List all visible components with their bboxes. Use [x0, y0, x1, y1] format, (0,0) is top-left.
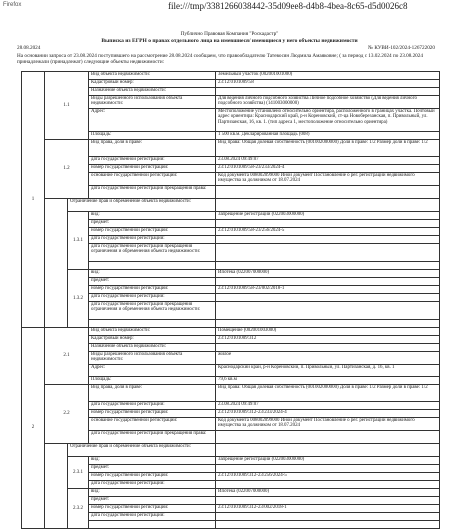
address-bar[interactable]: file:///tmp/3381266038442-35d09ee8-d4b8-4bea-8c65-d5d0026c8 [168, 1, 408, 11]
row-label: номер государственной регистрации: [89, 286, 216, 294]
row-value: 23:12:0101009:312-23/233/2024-4 [216, 410, 440, 418]
row-value: 23.08.2024 09:49:07 [216, 402, 440, 410]
table-row [22, 328, 440, 336]
row-value: Код документа 008002099000 Иной документ Постановление о рег. регистрации недвижимого имущества за должником от 18.07.2024 [216, 418, 440, 431]
row-label: дата государственной регистрации прекращения права: [89, 431, 216, 444]
row-spacer [89, 320, 216, 328]
row-value: Земельный участок (002001001000) [216, 72, 440, 80]
row-value [216, 278, 440, 286]
row-label: Адрес: [89, 109, 216, 132]
row-value: 79,6 кв.м [216, 377, 440, 385]
row-value: Код документа 008002099000 Иной документ Постановление о рег. регистрации недвижимого имущества за должником от 18.07.2024 [216, 173, 440, 186]
row-label: дата государственной регистрации прекращения ограничения и обременения объекта недвижимости: [89, 302, 216, 320]
table-row [22, 489, 440, 497]
row-value: 1 500 кв.м. Декларированная площадь (008) [216, 132, 440, 140]
row-value: 23:12:0101009:58-23/002/2018-1 [216, 286, 440, 294]
row-value [216, 244, 440, 262]
restriction-number: 1.3.2 [68, 270, 89, 328]
row-spacer [216, 262, 440, 270]
row-label: Ограничение прав и обременение объекта недвижимости: [68, 444, 216, 457]
row-value: Вид права: Общая долевая собственность (001002000000) Доля в праве: 1/2 Размер доли в праве: 1/2 [216, 385, 440, 402]
row-label: Виды разрешенного использования объекта недвижимости: [89, 352, 216, 365]
table-row [22, 199, 440, 212]
row-spacer [216, 320, 440, 328]
row-value [216, 236, 440, 244]
browser-app-label: Firefox [3, 2, 22, 8]
row-label: предмет: [89, 220, 216, 228]
restriction-number: 2.3.1 [68, 457, 89, 489]
row-label: дата государственной регистрации: [89, 402, 216, 410]
row-value: Краснодарский край, р-н Кореновский, п. Привольный, ул. Партизанская, д. 16, кв. 1 [216, 365, 440, 377]
row-value [216, 465, 440, 473]
row-label: вид: [89, 457, 216, 465]
table-row [22, 385, 440, 402]
row-value: Местоположение установлено относительно ориентира, расположенного в границах участка. Почтовый адрес ориентира: Краснодарский край, р-н Кореновский, ст-ца Новоберезанская, п. Привольный, ул. Партизанская, 16, кв. 1. (тип адреса 1, местоположение относительно ориентира) [216, 109, 440, 132]
issuer-name: Публично Правовая Компания "Роскадастр" [180, 31, 279, 37]
row-label: дата государственной регистрации: [89, 294, 216, 302]
row-value: Ипотека (022007000000) [216, 270, 440, 278]
row-value [216, 497, 440, 505]
table-row [22, 444, 440, 457]
browser-bar [0, 0, 459, 14]
row-label: номер государственной регистрации: [89, 473, 216, 481]
restriction-group-number [45, 444, 68, 529]
row-label: Назначение объекта недвижимости: [89, 88, 216, 96]
object-number: 1.1 [45, 72, 89, 140]
row-value [216, 220, 440, 228]
table-row [22, 457, 440, 465]
row-label: Назначение объекта недвижимости: [89, 344, 216, 352]
row-label: номер государственной регистрации: [89, 410, 216, 418]
table-row [22, 140, 440, 157]
row-spacer [216, 521, 440, 529]
restriction-number: 2.3.2 [68, 489, 89, 529]
row-label: Площадь: [89, 132, 216, 140]
row-value: жилое [216, 352, 440, 365]
row-label: Адрес: [89, 365, 216, 377]
row-value [216, 431, 440, 444]
row-value: Ипотека (022007000000) [216, 489, 440, 497]
row-value [216, 294, 440, 302]
row-value: Запрещение регистрации (022003000000) [216, 212, 440, 220]
document-number: № КУВИ-102/2024-126722020 [368, 45, 435, 51]
row-label: Ограничение прав и обременение объекта недвижимости: [68, 199, 216, 212]
table-row [22, 72, 440, 80]
row-label: предмет: [89, 278, 216, 286]
row-spacer [89, 521, 216, 529]
row-value: Помещение (002001003000) [216, 328, 440, 336]
row-label: дата государственной регистрации: [89, 157, 216, 165]
row-value: 23.08.2024 09:49:07 [216, 157, 440, 165]
row-label: основание государственной регистрации: [89, 173, 216, 186]
row-value [216, 199, 440, 212]
row-label: Вид права, доля в праве: [89, 140, 216, 157]
row-spacer [89, 262, 216, 270]
row-value: Для ведения личного подсобного хозяйства Личное подсобное хозяйство (Для ведения личного подсобного хозяйства) (141003000000) [216, 96, 440, 109]
row-label: номер государственной регистрации: [89, 505, 216, 513]
row-label: дата государственной регистрации прекращения ограничения и обременения объекта недвижимости: [89, 244, 216, 262]
row-label: Кадастровый номер: [89, 336, 216, 344]
document-date: 28.08.2024 [17, 45, 41, 51]
right-number: 1.2 [45, 140, 89, 199]
restriction-group-number [45, 199, 68, 328]
row-value: 23:12:0101009:312 [216, 336, 440, 344]
row-value [216, 481, 440, 489]
row-label: Кадастровый номер: [89, 80, 216, 88]
row-value: 23:12:0101009:312-23/256/2024-5 [216, 473, 440, 481]
row-label: предмет: [89, 465, 216, 473]
right-number: 2.2 [45, 385, 89, 444]
row-value: Запрещение регистрации (022003000000) [216, 457, 440, 465]
row-label: основание государственной регистрации: [89, 418, 216, 431]
row-label: дата государственной регистрации: [89, 481, 216, 489]
extract-table [21, 71, 440, 529]
row-label: дата государственной регистрации: [89, 513, 216, 521]
row-label: дата государственной регистрации: [89, 236, 216, 244]
group-number: 1 [22, 72, 45, 328]
row-value: 23:12:0101009:312-23/002/2018-1 [216, 505, 440, 513]
row-label: Вид объекта недвижимости: [89, 72, 216, 80]
row-value: 23:12:0101009:58-23/233/2024-4 [216, 165, 440, 173]
row-value [216, 186, 440, 199]
row-label: предмет: [89, 497, 216, 505]
row-value [216, 88, 440, 96]
row-value [216, 302, 440, 320]
row-value: 23:12:0101009:58 [216, 80, 440, 88]
row-label: Вид объекта недвижимости: [89, 328, 216, 336]
row-label: дата государственной регистрации прекращения права: [89, 186, 216, 199]
row-value [216, 444, 440, 457]
row-label: вид: [89, 212, 216, 220]
row-value: Вид права: Общая долевая собственность (001002000000) Доля в праве: 1/2 Размер доли в праве: 1/2 [216, 140, 440, 157]
table-row [22, 270, 440, 278]
table-row [22, 212, 440, 220]
row-label: номер государственной регистрации: [89, 165, 216, 173]
object-number: 2.1 [45, 328, 89, 385]
intro-paragraph: На основании запроса от 23.08.2024 поступившего на рассмотрение 28.08.2024 сообщаем, что правообладателю Татевосян Людмила Амаяковне; ( за период с 13.02.2024 по 23.08.2024 принадлежали (принадлежат) следующие объекты недвижимости: [17, 53, 423, 66]
row-value: 23:12:0101009:58-23/256/2024-5 [216, 228, 440, 236]
row-label: Виды разрешенного использования объекта недвижимости: [89, 96, 216, 109]
row-label: вид: [89, 270, 216, 278]
row-label: номер государственной регистрации: [89, 228, 216, 236]
row-label: вид: [89, 489, 216, 497]
row-value [216, 513, 440, 521]
row-value [216, 344, 440, 352]
restriction-number: 1.3.1 [68, 212, 89, 270]
group-number: 2 [22, 328, 45, 529]
row-label: Площадь: [89, 377, 216, 385]
row-label: Вид права, доля в праве: [89, 385, 216, 402]
document-title: Выписка из ЕГРН о правах отдельного лица на имевшиеся/ имеющиеся у него объекты недвижимости [101, 38, 358, 44]
